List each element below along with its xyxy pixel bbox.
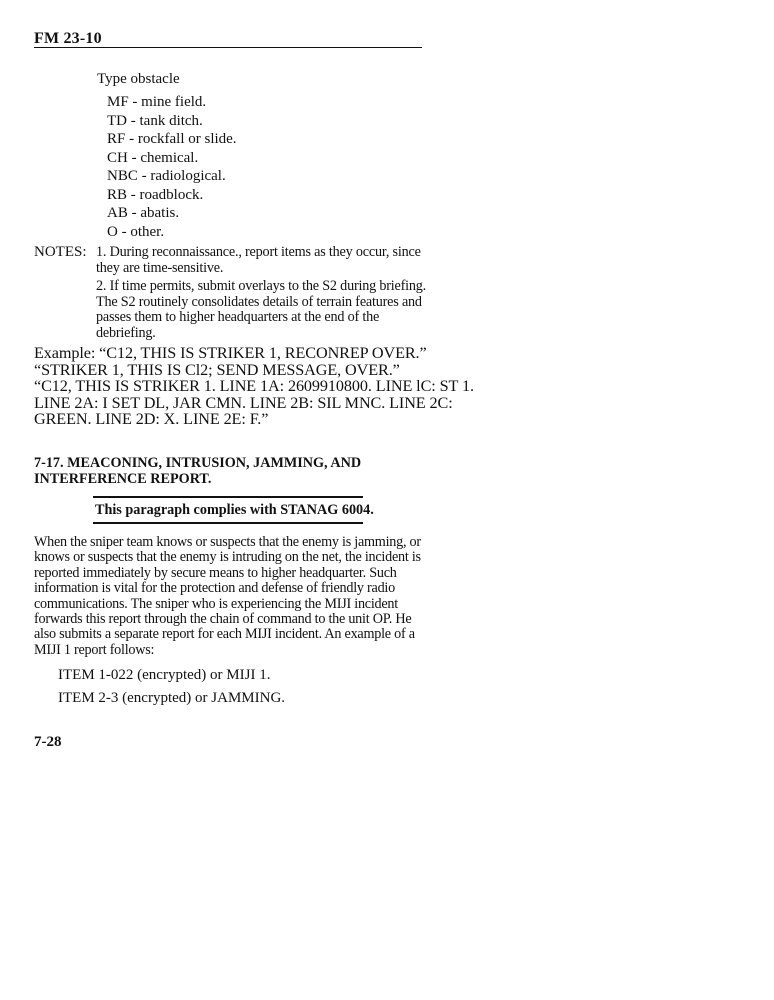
paragraph-line: MIJI 1 report follows: xyxy=(34,641,155,658)
paragraph-line: reported immediately by secure means to higher headquarter. Such xyxy=(34,564,397,581)
list-item: TD - tank ditch. xyxy=(107,112,203,129)
list-item: CH - chemical. xyxy=(107,149,199,166)
miji-item-1: ITEM 1-022 (encrypted) or MIJI 1. xyxy=(58,667,271,683)
paragraph-line: also submits a separate report for each MIJI incident. An example of a xyxy=(34,626,415,643)
paragraph-line: communications. The sniper who is experiencing the MIJI incident xyxy=(34,595,398,612)
paragraph-line: information is vital for the protection and defense of friendly radio xyxy=(34,580,395,597)
example-line: LINE 2A: I SET DL, JAR CMN. LINE 2B: SIL MNC. LINE 2C: xyxy=(34,393,453,412)
paragraph-line: When the sniper team knows or suspects that the enemy is jamming, or xyxy=(34,534,421,550)
page-number: 7-28 xyxy=(34,734,62,750)
example-line: GREEN. LINE 2D: X. LINE 2E: F.” xyxy=(34,410,269,428)
note-1: 1. During reconnaissance., report items as they occur, since they are time-sensitive. xyxy=(96,244,421,276)
example-line: “STRIKER 1, THIS IS Cl2; SEND MESSAGE, OVER.” xyxy=(34,360,400,379)
paragraph-line: forwards this report through the chain of command to the unit OP. He xyxy=(34,611,412,628)
miji-paragraph xyxy=(34,534,421,658)
example-transmission xyxy=(34,344,474,428)
list-item: RF - rockfall or slide. xyxy=(107,131,237,147)
example-line: Example: “C12, THIS IS STRIKER 1, RECONREP OVER.” xyxy=(34,344,427,362)
notes-label: NOTES: xyxy=(34,244,87,260)
list-item: AB - abatis. xyxy=(107,205,180,221)
header-rule xyxy=(34,47,422,48)
manual-designation: FM 23-10 xyxy=(34,30,102,47)
obstacle-type-list xyxy=(107,93,237,241)
list-item: RB - roadblock. xyxy=(107,186,204,203)
obstacle-type-heading: Type obstacle xyxy=(97,71,180,87)
list-item: O - other. xyxy=(107,223,165,240)
stanag-statement: This paragraph complies with STANAG 6004. xyxy=(95,502,374,518)
list-item: MF - mine field. xyxy=(107,94,207,110)
section-heading: 7-17. MEACONING, INTRUSION, JAMMING, AND INTERFERENCE REPORT. xyxy=(34,455,362,487)
miji-item-2: ITEM 2-3 (encrypted) or JAMMING. xyxy=(58,690,286,706)
paragraph-line: knows or suspects that the enemy is intruding on the net, the incident is xyxy=(34,549,421,566)
example-line: “C12, THIS IS STRIKER 1. LINE 1A: 2609910800. LINE lC: ST 1. xyxy=(34,377,474,395)
stanag-callout xyxy=(93,496,374,524)
note-2: 2. If time permits, submit overlays to the S2 during briefing. The S2 routinely consolidates details of terrain features and passes them to higher headquarters at the end of the debriefing. xyxy=(96,278,427,341)
list-item: NBC - radiological. xyxy=(107,168,226,184)
